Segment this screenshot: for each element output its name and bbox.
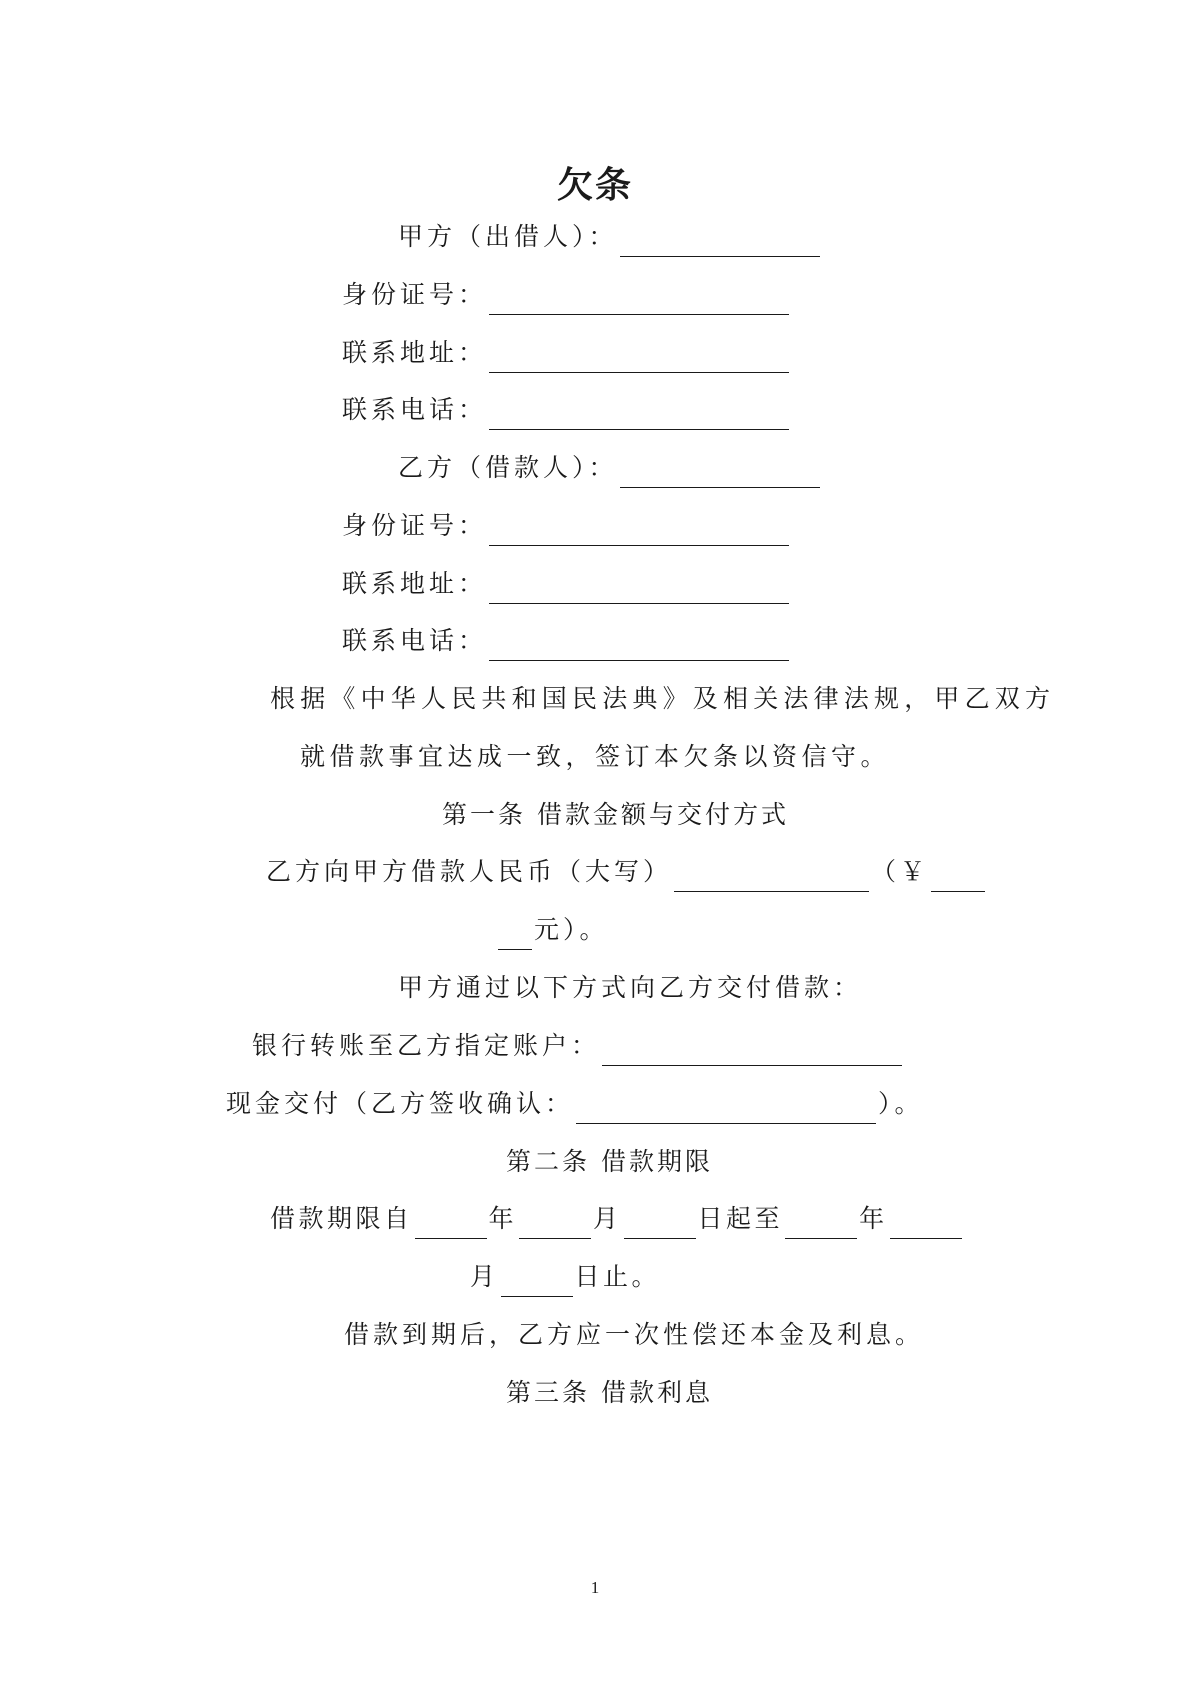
end-year-label: 年 [859,1204,888,1233]
article-1-heading: 第一条 借款金额与交付方式 [442,800,789,829]
bank-transfer-line [252,1026,904,1066]
start-day-label: 日起至 [697,1204,784,1233]
end-day-label: 日止。 [574,1262,661,1291]
document-title: 欠条 [556,165,633,206]
loan-amount-continuation [498,910,609,950]
party-a-address-line [342,333,791,373]
term-prefix: 借款期限自 [270,1204,413,1233]
party-a-phone-field[interactable] [489,399,789,430]
preamble-line-2: 就借款事宜达成一致，签订本欠条以资信守。 [300,742,891,771]
party-b-id-label: 身份证号： [342,511,488,540]
loan-amount-figures-field[interactable] [931,861,985,892]
loan-amount-paren: （￥ [871,857,930,886]
loan-amount-words-field[interactable] [674,861,869,892]
loan-term-continuation [470,1257,660,1297]
page-number: 1 [590,1578,600,1597]
party-a-id-line [342,275,791,315]
party-a-phone-label: 联系电话： [342,395,488,424]
party-b-phone-line [342,621,791,661]
party-b-line [398,448,822,488]
article-2-heading: 第二条 借款期限 [506,1147,713,1176]
end-month-label: 月 [470,1262,499,1291]
party-b-address-label: 联系地址： [342,569,488,598]
party-b-id-field[interactable] [489,515,789,546]
end-month-field-start[interactable] [890,1208,962,1239]
loan-term-line [270,1199,964,1239]
repayment-note: 借款到期后，乙方应一次性偿还本金及利息。 [344,1320,925,1349]
loan-amount-prefix: 乙方向甲方借款人民币（大写） [266,857,673,886]
cash-receipt-field[interactable] [576,1093,876,1124]
party-b-phone-field[interactable] [489,630,789,661]
bank-transfer-label: 银行转账至乙方指定账户： [252,1031,601,1060]
party-a-address-label: 联系地址： [342,338,488,367]
start-month-label: 月 [593,1204,622,1233]
party-b-address-line [342,564,791,604]
party-a-line [398,217,822,257]
party-a-id-field[interactable] [489,284,789,315]
end-year-field[interactable] [785,1208,857,1239]
end-day-field[interactable] [501,1266,573,1297]
cash-delivery-label: 现金交付（乙方签收确认： [226,1089,575,1118]
bank-account-field[interactable] [602,1035,902,1066]
party-b-phone-label: 联系电话： [342,626,488,655]
party-a-id-label: 身份证号： [342,280,488,309]
party-b-address-field[interactable] [489,573,789,604]
loan-amount-suffix: 元）。 [534,915,609,944]
cash-delivery-line [226,1084,924,1124]
start-year-field[interactable] [415,1208,487,1239]
loan-amount-figures-field-cont[interactable] [498,919,532,950]
party-a-address-field[interactable] [489,342,789,373]
party-b-label: 乙方（借款人）： [398,453,618,482]
start-day-field[interactable] [624,1208,696,1239]
party-a-name-field[interactable] [620,226,820,257]
start-year-label: 年 [488,1204,518,1233]
start-month-field[interactable] [519,1208,591,1239]
article-3-heading: 第三条 借款利息 [506,1378,713,1407]
preamble-line-1: 根据《中华人民共和国民法典》及相关法律法规，甲乙双方 [270,684,1056,713]
party-a-phone-line [342,390,791,430]
delivery-intro: 甲方通过以下方式向乙方交付借款： [398,973,863,1002]
party-b-name-field[interactable] [620,457,820,488]
party-b-id-line [342,506,791,546]
party-a-label: 甲方（出借人）： [398,222,618,251]
loan-amount-line [266,852,987,892]
cash-delivery-close: ）。 [878,1089,924,1118]
